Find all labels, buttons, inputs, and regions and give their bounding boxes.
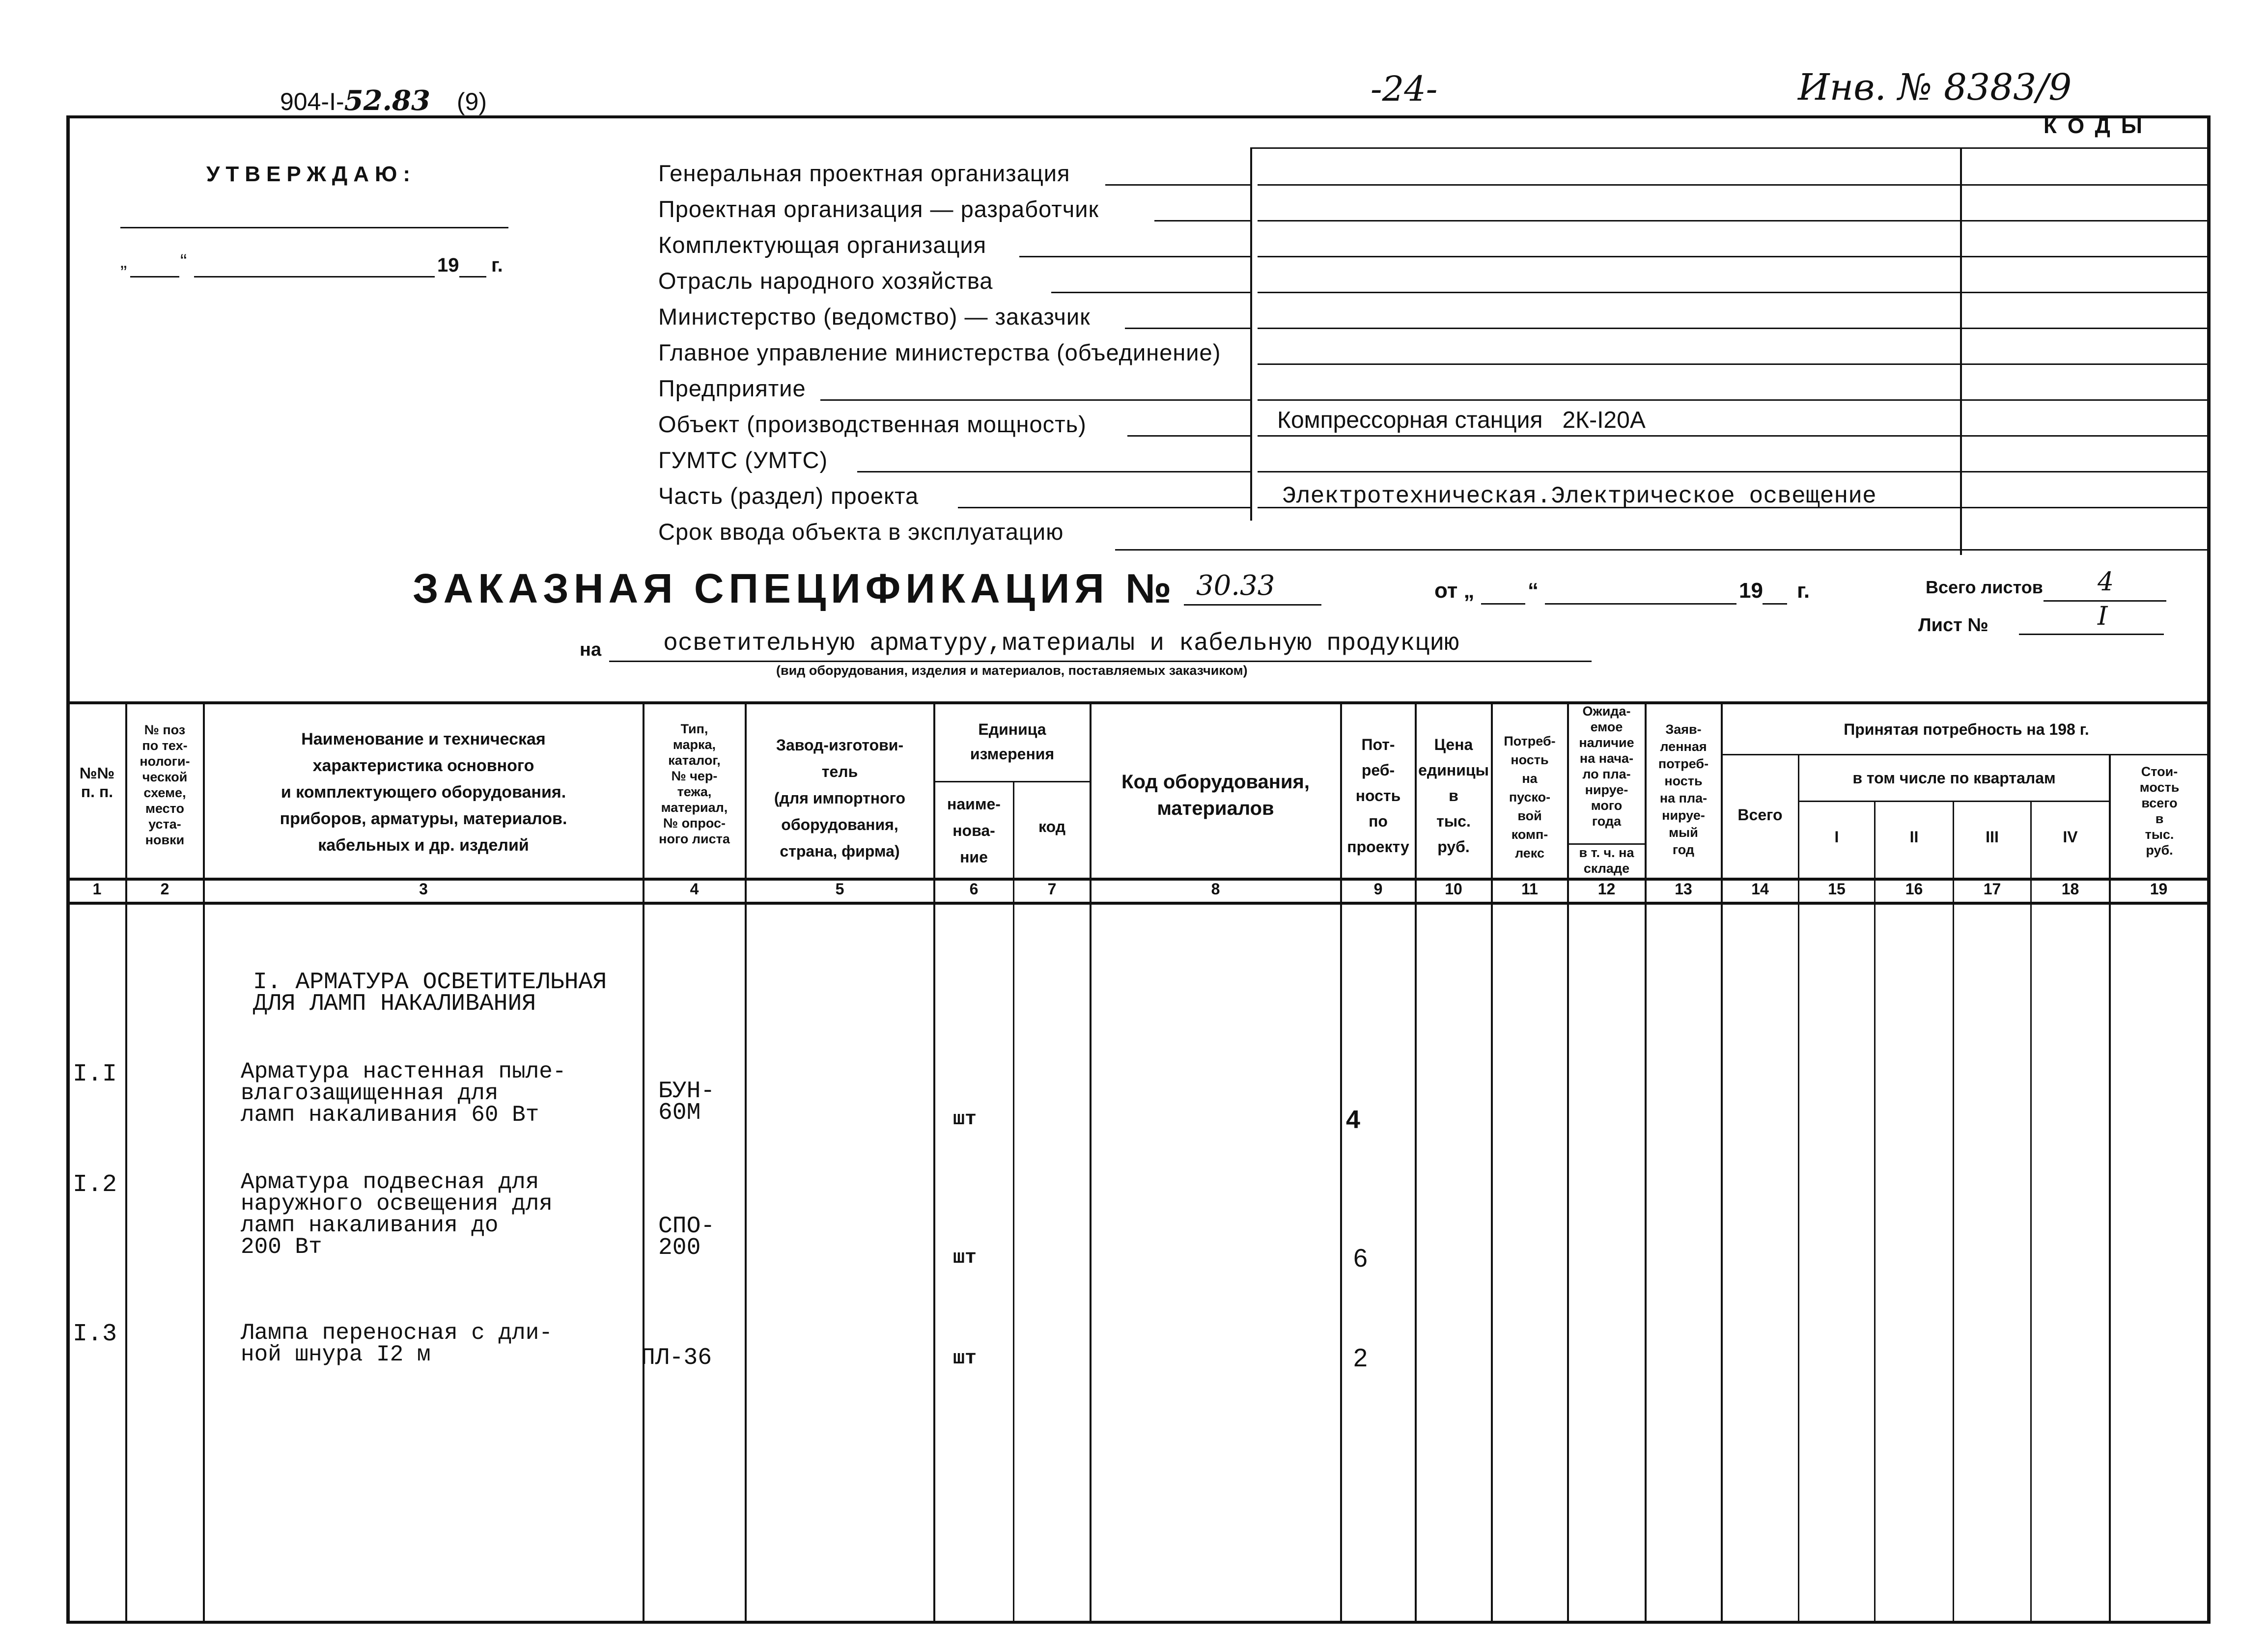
spec-title: ЗАКАЗНАЯ СПЕЦИФИКАЦИЯ № xyxy=(413,565,1176,611)
spec-na-label: на xyxy=(580,639,602,660)
row3-qty: 2 xyxy=(1353,1344,1368,1372)
doc-code-printed: 904-I- xyxy=(280,88,344,115)
table-colnum-bottom xyxy=(66,902,2211,905)
sheet-label: Лист № xyxy=(1918,615,1988,636)
field-line xyxy=(857,471,1250,472)
row2-unit: шт xyxy=(953,1247,977,1269)
colnum: 16 xyxy=(1905,880,1923,898)
col-divider xyxy=(1090,701,1092,1621)
col-divider xyxy=(1721,701,1723,1621)
spec-date xyxy=(1434,579,1827,608)
value-row-line xyxy=(1258,435,2211,437)
col-divider xyxy=(1567,701,1569,1621)
header-col13: Заяв- ленная потреб- ность на пла- нируе- мый год xyxy=(1658,722,1709,857)
value-row-line xyxy=(1258,256,2211,257)
frame-top xyxy=(66,115,2211,118)
inventory-number: Инв. № 8383/9 xyxy=(1798,66,2072,109)
colnum: 7 xyxy=(1047,880,1057,898)
doc-code-handwritten: 52.83 xyxy=(344,84,430,117)
header-col14: Всего xyxy=(1737,806,1783,824)
spec-year-line xyxy=(1763,603,1787,605)
field-label-main-directorate: Главное управление министерства (объединение) xyxy=(658,339,1221,365)
approval-title: УТВЕРЖДАЮ: xyxy=(206,162,417,186)
header-col5: Завод-изготови- тель (для импортного оборудования, страна, фирма) xyxy=(774,736,906,860)
row3-num: I.3 xyxy=(73,1320,117,1348)
approval-date xyxy=(120,250,513,280)
code-col-divider xyxy=(1960,147,1962,555)
row2-num: I.2 xyxy=(73,1171,117,1199)
colnum: 19 xyxy=(2150,880,2168,898)
field-label-object: Объект (производственная мощность) xyxy=(658,411,1087,437)
row1-num: I.I xyxy=(73,1060,117,1088)
col-divider xyxy=(1013,781,1014,1621)
colnum: 2 xyxy=(160,880,169,898)
spec-from-label: от „ xyxy=(1434,579,1475,603)
section-title: I. АРМАТУРА ОСВЕТИТЕЛЬНАЯ ДЛЯ ЛАМП НАКАЛИВАНИЯ xyxy=(253,969,607,1017)
field-label-project-org: Проектная организация — разработчик xyxy=(658,196,1099,222)
value-row-line xyxy=(1258,328,2211,329)
sheet-value: I xyxy=(2098,602,2108,631)
spec-subject-caption: (вид оборудования, изделия и материалов, поставляемых заказчиком) xyxy=(776,663,1248,678)
colnum: 10 xyxy=(1445,880,1462,898)
colnum: 5 xyxy=(835,880,844,898)
spec-subject: осветительную арматуру,материалы и кабельную продукцию xyxy=(663,630,1459,658)
field-label-general-org: Генеральная проектная организация xyxy=(658,160,1070,186)
header-col7: код xyxy=(1038,818,1066,835)
header-col12-stock: в т. ч. на складе xyxy=(1579,845,1634,876)
col-divider xyxy=(2030,801,2032,1621)
header-col15: I xyxy=(1834,828,1839,846)
row1-unit: шт xyxy=(953,1109,977,1131)
col-divider xyxy=(1874,801,1876,1621)
date-year-line xyxy=(459,276,486,277)
colnum: 6 xyxy=(969,880,979,898)
colnum: 13 xyxy=(1675,880,1692,898)
value-row-line xyxy=(1258,399,2211,401)
value-row-line xyxy=(1258,363,2211,365)
colnum: 11 xyxy=(1521,880,1538,898)
spec-number-line xyxy=(1184,604,1321,606)
field-label-enterprise: Предприятие xyxy=(658,375,806,401)
header-accepted-group: Принятая потребность на 198 г. xyxy=(1844,721,2089,738)
header-quarters-group: в том числе по кварталам xyxy=(1852,769,2056,787)
accepted-group-line xyxy=(1721,754,2211,755)
field-line xyxy=(1125,328,1250,329)
colnum: 14 xyxy=(1751,880,1769,898)
total-sheets-value: 4 xyxy=(2098,567,2114,597)
field-line xyxy=(1154,220,1250,222)
frame-left xyxy=(66,115,70,1623)
row1-qty: 4 xyxy=(1346,1106,1360,1134)
row3-type: ПЛ-36 xyxy=(641,1345,712,1371)
date-year-suffix: г. xyxy=(491,254,503,276)
header-col6: наиме- нова- ние xyxy=(947,795,1001,866)
header-col19: Стои- мость всего в тыс. руб. xyxy=(2139,764,2180,858)
row1-name: Арматура настенная пыле- влагозащищенная для ламп накаливания 60 Вт xyxy=(241,1059,566,1128)
approval-signature-line xyxy=(120,227,508,228)
header-col2: № поз по тех- нологи- ческой схеме, место уста- новки xyxy=(140,722,190,847)
value-row-line xyxy=(1258,471,2211,472)
date-quote-open: „ xyxy=(120,250,127,272)
doc-code xyxy=(280,84,487,117)
spec-from-quote: “ xyxy=(1528,579,1539,603)
header-col11: Потреб- ность на пуско- вой комп- лекс xyxy=(1504,734,1556,860)
spec-month-line xyxy=(1545,603,1736,605)
header-col8: Код оборудования, материалов xyxy=(1121,771,1310,819)
field-col-divider xyxy=(1250,147,1252,521)
spec-number: 30.33 xyxy=(1196,570,1275,602)
field-label-commissioning: Срок ввода объекта в эксплуатацию xyxy=(658,519,1064,545)
field-line xyxy=(958,507,1250,508)
colnum: 18 xyxy=(2061,880,2079,898)
spec-year-prefix: 19 xyxy=(1739,579,1763,603)
unit-group-line xyxy=(933,781,1090,782)
row2-name: Арматура подвесная для наружного освещения для ламп накаливания до 200 Вт xyxy=(241,1169,553,1260)
value-row-line xyxy=(1258,220,2211,222)
field-label-ministry: Министерство (ведомство) — заказчик xyxy=(658,304,1091,330)
row3-name: Лампа переносная с дли- ной шнура I2 м xyxy=(241,1320,553,1367)
value-row-line xyxy=(1258,184,2211,186)
field-value-project-part: Электротехническая.Электрическое освещение xyxy=(1282,483,1876,510)
header-col9: Пот- реб- ность по проекту xyxy=(1347,736,1409,856)
colnum: 12 xyxy=(1597,880,1616,898)
header-col10: Цена единицы в тыс. руб. xyxy=(1418,736,1489,856)
frame-right xyxy=(2207,115,2211,1623)
codes-title: КОДЫ xyxy=(2044,114,2153,138)
table-top-line xyxy=(66,701,2211,704)
header-col3: Наименование и техническая характеристика основного и комплектующего оборудования. приборов, арматуры, материалов. кабельных и др. изделий xyxy=(280,730,567,855)
field-line xyxy=(1051,292,1250,293)
header-col18: IV xyxy=(2063,828,2078,846)
colnum: 1 xyxy=(92,880,102,898)
doc-code-paren: (9) xyxy=(456,88,487,115)
colnum: 9 xyxy=(1373,880,1383,898)
colnum: 3 xyxy=(419,880,428,898)
spec-subject-line xyxy=(609,661,1592,662)
date-quote-close: “ xyxy=(180,250,187,272)
page-number: -24- xyxy=(1371,69,1438,109)
colnum: 15 xyxy=(1828,880,1846,898)
spec-year-suffix: г. xyxy=(1797,579,1810,603)
field-value-object: Компрессорная станция 2К-I20А xyxy=(1277,407,1646,433)
field-line xyxy=(1127,435,1250,437)
header-col16: II xyxy=(1909,828,1919,846)
row3-unit: шт xyxy=(953,1348,977,1370)
value-row-line xyxy=(1258,292,2211,293)
header-col17: III xyxy=(1986,828,1999,846)
field-label-complete-org: Комплектующая организация xyxy=(658,232,987,258)
date-day-line xyxy=(130,276,179,277)
field-label-industry: Отрасль народного хозяйства xyxy=(658,268,993,294)
row1-type: БУН- 60М xyxy=(658,1078,715,1126)
field-line xyxy=(1019,256,1250,257)
value-row-line xyxy=(1115,549,2211,551)
quarters-group-line xyxy=(1798,801,2109,802)
header-unit-group: Единица измерения xyxy=(970,721,1055,763)
header-col1: №№ п. п. xyxy=(79,764,115,801)
sheet-line xyxy=(2019,634,2164,635)
field-label-gumts: ГУМТС (УМТС) xyxy=(658,447,828,473)
header-col4: Тип, марка, каталог, № чер- тежа, материал, № опрос- ного листа xyxy=(659,721,730,846)
field-line xyxy=(820,399,1250,401)
date-month-line xyxy=(194,276,435,277)
row2-type: СПО- 200 xyxy=(658,1213,715,1261)
field-label-project-part: Часть (раздел) проекта xyxy=(658,483,919,509)
date-year-prefix: 19 xyxy=(437,254,459,276)
col-divider xyxy=(1953,801,1954,1621)
total-sheets-label: Всего листов xyxy=(1926,577,2043,597)
colnum: 17 xyxy=(1983,880,2001,898)
spec-day-line xyxy=(1481,603,1525,605)
colnum: 8 xyxy=(1211,880,1220,898)
row2-qty: 6 xyxy=(1353,1244,1368,1273)
frame-bottom xyxy=(66,1621,2211,1624)
field-line xyxy=(1105,184,1250,186)
colnum: 4 xyxy=(690,880,699,898)
header-col12: Ожида- емое наличие на нача- ло пла- нируе- мого года xyxy=(1579,704,1634,829)
codes-top-line xyxy=(1250,147,2211,149)
